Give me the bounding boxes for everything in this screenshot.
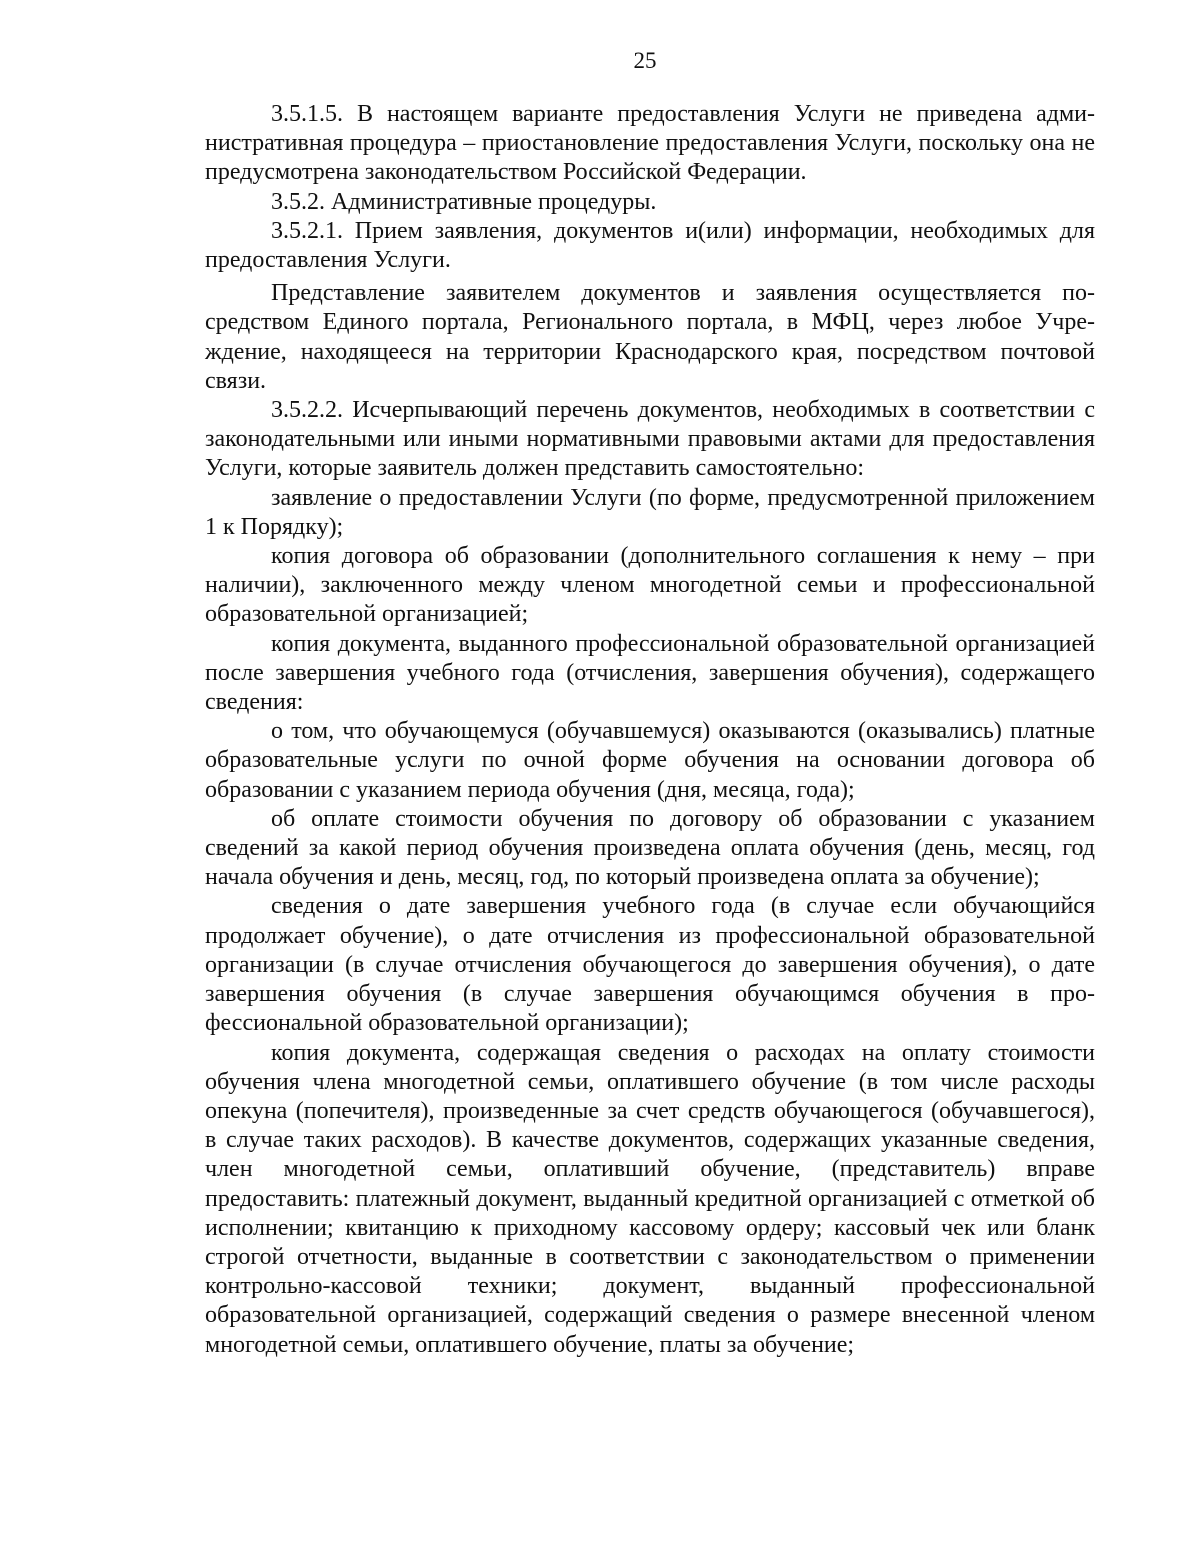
list-item-payment-period: об оплате стоимости обучения по договору об образовании с указанием сведений за какой период обучения произведена оплата обучения (день, месяц, год начала обучения и день, месяц, год, по который произведена оплата за обучение);: [205, 805, 1095, 891]
list-item-document-copy: копия документа, выданного профессиональной образовательной организацией после завершения учебного года (отчисления, завершения обучения), содержащего сведения:: [205, 630, 1095, 716]
document-body: [205, 100, 1095, 1360]
list-item-application: заявление о предоставлении Услуги (по форме, предусмотренной приложением 1 к Порядку);: [205, 484, 1095, 540]
list-item-completion-dates: сведения о дате завершения учебного года (в случае если обучающийся продолжает обучение), о дате отчисления из профессиональной образовательной организации (в случае отчисления обучающегося до завершения обучения), о дате завершения обучения (в случае завершения обучающимся обучения в профессиональной образовательной организации);: [205, 893, 1095, 1037]
paragraph-3-5-2-1: 3.5.2.1. Прием заявления, документов и(или) информации, необходимых для предоставления Услуги.: [205, 217, 1095, 274]
list-item-contract-copy: копия договора об образовании (дополнительного соглашения к нему – при наличии), заключенного между членом многодетной семьи и профессиональной образовательной организацией;: [205, 543, 1095, 628]
list-item-paid-services: о том, что обучающемуся (обучавшемуся) оказываются (оказывались) платные образовательные услуги по очной форме обучения на основании договора об образовании с указанием периода обучения (дня, месяца, года);: [205, 718, 1095, 803]
paragraph-3-5-2: 3.5.2. Административные процедуры.: [271, 188, 657, 215]
list-item-expense-documents: копия документа, содержащая сведения о расходах на оплату стоимости обучения члена многодетной семьи, оплатившего обучение (в том числе расходы опекуна (попечителя), произведенные за счет средств обучающегося (обучавшегося), в случае таких расходов). В качестве документов, содержащих указанные сведения, член многодетной семьи, оплативший обучение, (представитель) вправе предоставить: платежный документ, выданный кредитной организацией с отметкой об исполнении; квитанцию к приходному кассовому ордеру; кассовый чек или бланк строгой отчетности, выданные в соответствии с законодательством о применении контрольно-кассовой техники; документ, выданный профессиональной образовательной организацией, содержащий сведения о размере внесенной членом многодетной семьи, оплатившего обучение, платы за обучение;: [205, 1039, 1095, 1358]
paragraph-3-5-2-2: 3.5.2.2. Исчерпывающий перечень документов, необходимых в соответствии с законодательными или иными нормативными правовыми актами для предоставления Услуги, которые заявитель должен представить самостоятельно:: [205, 397, 1095, 482]
page-number: 25: [633, 48, 657, 73]
paragraph-3-5-1-5: 3.5.1.5. В настоящем варианте предоставления Услуги не приведена административная процедура – приостановление предоставления Услуги, поскольку она не предусмотрена законодательством Российской Федерации.: [205, 101, 1095, 186]
paragraph-submission-channels: Представление заявителем документов и заявления осуществляется посредством Единого портала, Регионального портала, в МФЦ, через любое Учреждение, находящееся на территории Краснодарского края, посредством почтовой связи.: [205, 280, 1095, 394]
